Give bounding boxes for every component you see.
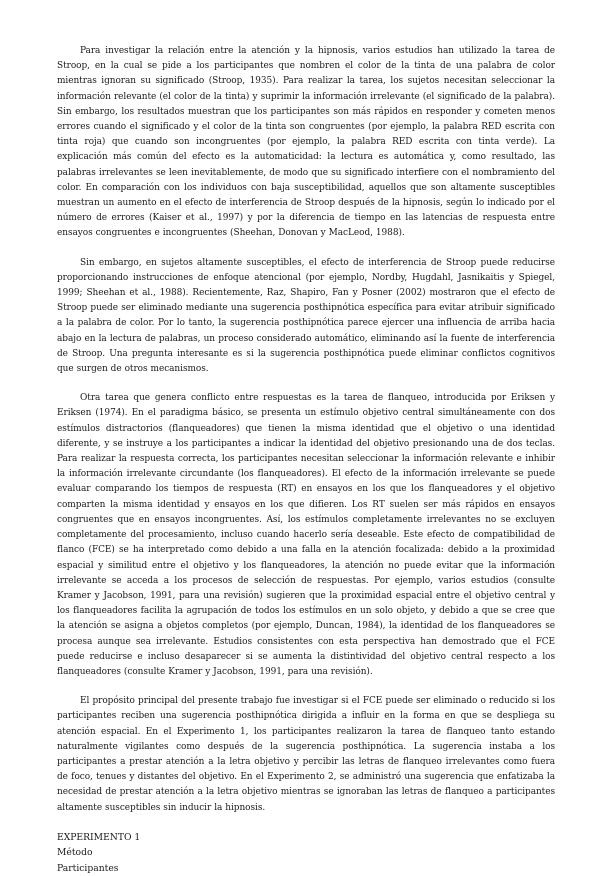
- section-headings: [57, 830, 555, 876]
- paragraph-purpose: El propósito principal del presente trabajo fue investigar si el FCE puede ser eliminado o reducido si los participantes reciben una sugerencia posthipnótica dirigida a influir en la forma en que se despliega su atención espacial. En el Experimento 1, los participantes realizaron la tarea de flanqueo tanto estando naturalmente vigilantes como después de la sugerencia posthipnótica. La sugerencia instaba a los participantes a prestar atención a la letra objetivo y percibir las letras de flanqueo irrelevantes como fuera de foco, tenues y distantes del objetivo. En el Experimento 2, se administró una sugerencia que enfatizaba la necesidad de prestar atención a la letra objetivo mientras se ignoraban las letras de flanqueo a participantes altamente susceptibles sin inducir la hipnosis.: [57, 696, 555, 813]
- paragraph-stroop-suggestion: Sin embargo, en sujetos altamente susceptibles, el efecto de interferencia de Stroop puede reducirse proporcionando instrucciones de enfoque atencional (por ejemplo, Nordby, Hugdahl, Jasnikaitis y Spiegel, 1999; Sheehan et al., 1988). Recientemente, Raz, Shapiro, Fan y Posner (2002) mostraron que el efecto de Stroop puede ser eliminado mediante una sugerencia posthipnótica específica para evitar atribuir significado a la palabra de color. Por lo tanto, la sugerencia posthipnótica parece ejercer una influencia de arriba hacia abajo en la lectura de palabras, un proceso considerado automático, eliminando así la fuente de interferencia de Stroop. Una pregunta interesante es si la sugerencia posthipnótica puede eliminar conflictos cognitivos que surgen de otros mecanismos.: [57, 257, 555, 375]
- heading-experiment-1: EXPERIMENTO 1: [57, 831, 141, 843]
- paragraph-flanker-task: Otra tarea que genera conflicto entre respuestas es la tarea de flanqueo, introducida por Eriksen y Eriksen (1974). En el paradigma básico, se presenta un estímulo objetivo central simultáneamente con dos estímulos distractorios (flanqueadores) que tienen la misma identidad que el objetivo o una identidad diferente, y se instruye a los participantes a indicar la identidad del objetivo presionando una de dos teclas. Para realizar la respuesta correcta, los participantes necesitan seleccionar la información relevante e inhibir la información irrelevante circundante (los flanqueadores). El efecto de la información irrelevante se puede evaluar comparando los tiempos de respuesta (RT) en ensayos en los que los flanqueadores y el objetivo comparten la misma identidad y ensayos en los que difieren. Los RT suelen ser más rápidos en ensayos congruentes que en ensayos incongruentes. Así, los estímulos completamente irrelevantes no se excluyen completamente del procesamiento, incluso cuando hacerlo sería deseable. Este efecto de compatibilidad de flanco (FCE) se ha interpretado como debido a una falla en la atención focalizada: debido a la proximidad espacial y similitud entre el objetivo y los flanqueadores, la atención no puede evitar que la información irrelevante se acceda a los procesos de selección de respuestas. Por ejemplo, varios estudios (consulte Kramer y Jacobson, 1991, para una revisión) sugieren que la proximidad espacial entre el objetivo central y los flanqueadores facilita la agrupación de todos los estímulos en un solo objeto, y debido a que se cree que la atención se asigna a objetos completos (por ejemplo, Duncan, 1984), la identidad de los flanqueadores se procesa aunque sea irrelevante. Estudios consistentes con esta perspectiva han demostrado que el FCE puede reducirse e incluso desaparecer si se aumenta la distintividad del objetivo central respecto a los flanqueadores (consulte Kramer y Jacobson, 1991, para una revisión).: [57, 393, 555, 677]
- heading-method: Método: [57, 847, 93, 859]
- paragraph-stroop-intro: Para investigar la relación entre la atención y la hipnosis, varios estudios han utilizado la tarea de Stroop, en la cual se pide a los participantes que nombren el color de la tinta de una palabra de color mientras ignoran su significado (Stroop, 1935). Para realizar la tarea, los sujetos necesitan seleccionar la información relevante (el color de la tinta) y suprimir la información irrelevante (el significado de la palabra). Sin embargo, los resultados muestran que los participantes son más rápidos en responder y cometen menos errores cuando el significado y el color de la tinta son congruentes (por ejemplo, la palabra RED escrita con tinta roja) que cuando son incongruentes (por ejemplo, la palabra RED escrita con tinta verde). La explicación más común del efecto es la automaticidad: la lectura es automática y, como resultado, las palabras irrelevantes se leen inevitablemente, de modo que su significado interfiere con el nombramiento del color. En comparación con los individuos con baja susceptibilidad, aquellos que son altamente susceptibles muestran un aumento en el efecto de interferencia de Stroop después de la hipnosis, según lo indicado por el número de errores (Kaiser et al., 1997) y por la diferencia de tiempo en las latencias de respuesta entre ensayos congruentes e incongruentes (Sheehan, Donovan y MacLeod, 1988).: [57, 46, 555, 239]
- heading-participants: Participantes: [57, 862, 119, 874]
